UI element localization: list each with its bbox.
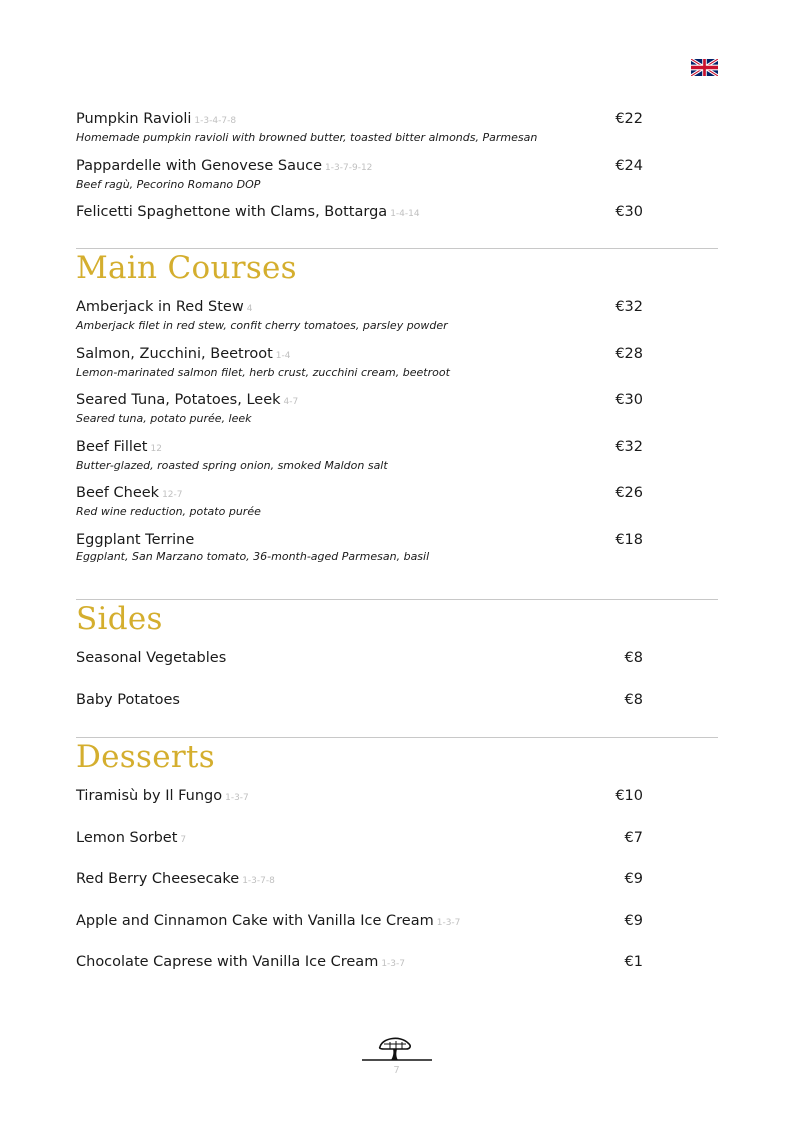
item-name — [76, 345, 643, 365]
item-description: Homemade pumpkin ravioli with browned butter, toasted bitter almonds, Parmesan — [76, 131, 538, 144]
item-allergens: 1-3-4-7-8 — [194, 116, 237, 126]
section-desserts — [76, 787, 718, 995]
item-name-text: Beef Fillet — [76, 438, 148, 455]
section-heading-desserts: Desserts — [76, 739, 215, 775]
item-name-text: Apple and Cinnamon Cake with Vanilla Ice Cream — [76, 912, 434, 929]
item-price: €30 — [615, 392, 643, 408]
uk-flag-icon[interactable] — [691, 59, 718, 76]
item-price: €32 — [615, 299, 643, 315]
item-price: €1 — [624, 954, 643, 970]
menu-item — [76, 912, 643, 954]
menu-item — [76, 691, 643, 733]
item-name — [76, 484, 643, 504]
menu-item — [76, 203, 643, 245]
item-allergens: 4-7 — [283, 397, 299, 407]
item-price: €30 — [615, 204, 643, 220]
item-price: €9 — [624, 912, 643, 929]
item-price: €26 — [615, 485, 643, 501]
item-name-text: Amberjack in Red Stew — [76, 299, 244, 315]
menu-item — [76, 829, 643, 871]
item-description: Seared tuna, potato purée, leek — [76, 412, 252, 425]
item-allergens: 1-4-14 — [390, 209, 420, 219]
section-heading-main-courses: Main Courses — [76, 250, 297, 286]
item-description: Butter-glazed, roasted spring onion, smoked Maldon salt — [76, 458, 388, 472]
item-allergens: 1-3-7-9-12 — [325, 162, 373, 173]
item-name-text: Tiramisù by Il Fungo — [76, 788, 223, 804]
item-allergens: 4 — [246, 304, 253, 314]
page-number: 7 — [393, 1065, 400, 1076]
item-allergens: 12 — [150, 443, 162, 454]
menu-item — [76, 391, 643, 438]
item-name-text: Red Berry Cheesecake — [76, 871, 240, 887]
menu-item — [76, 298, 643, 345]
item-name-text: Salmon, Zucchini, Beetroot — [76, 345, 273, 362]
item-name — [76, 391, 643, 411]
item-name-text: Pappardelle with Genovese Sauce — [76, 157, 323, 174]
item-name — [76, 110, 643, 130]
item-name-text: Seared Tuna, Potatoes, Leek — [76, 392, 281, 408]
item-name — [76, 829, 643, 849]
item-name-text: Pumpkin Ravioli — [76, 111, 192, 127]
item-description: Eggplant, San Marzano tomato, 36-month-aged Parmesan, basil — [76, 549, 430, 563]
menu-item — [76, 438, 643, 485]
item-name-text: Baby Potatoes — [76, 691, 180, 708]
item-name — [76, 953, 643, 973]
divider — [76, 599, 718, 600]
item-name-text: Seasonal Vegetables — [76, 650, 227, 666]
section-main-courses — [76, 298, 718, 577]
item-allergens: 1-4 — [275, 350, 291, 361]
item-allergens: 12-7 — [162, 490, 183, 500]
section-pasta — [76, 110, 718, 245]
menu-item — [76, 787, 643, 829]
item-description: Beef ragù, Pecorino Romano DOP — [76, 177, 261, 191]
menu-item — [76, 345, 643, 392]
item-price: €22 — [615, 111, 643, 127]
item-price: €7 — [624, 829, 643, 846]
section-heading-sides: Sides — [76, 601, 163, 637]
menu-item — [76, 157, 643, 204]
item-name — [76, 870, 643, 890]
item-name-text: Eggplant Terrine — [76, 531, 195, 548]
item-price: €8 — [624, 650, 643, 666]
item-name — [76, 438, 643, 458]
item-name — [76, 787, 643, 807]
item-description: Amberjack filet in red stew, confit cherry tomatoes, parsley powder — [76, 319, 448, 332]
item-name — [76, 531, 643, 549]
menu-item — [76, 649, 643, 691]
item-name-text: Felicetti Spaghettone with Clams, Bottarga — [76, 204, 388, 220]
item-name — [76, 203, 643, 223]
item-description: Lemon-marinated salmon filet, herb crust, zucchini cream, beetroot — [76, 365, 450, 379]
item-allergens: 1-3-7 — [225, 793, 249, 803]
menu-item — [76, 531, 643, 578]
item-description: Red wine reduction, potato purée — [76, 505, 261, 518]
item-allergens: 1-3-7-8 — [242, 876, 275, 886]
divider — [76, 737, 718, 738]
item-name — [76, 912, 643, 932]
menu-item — [76, 870, 643, 912]
item-price: €9 — [624, 871, 643, 887]
item-price: €24 — [615, 157, 643, 174]
menu-item — [76, 953, 643, 995]
item-name — [76, 691, 643, 709]
item-price: €10 — [615, 788, 643, 804]
menu-item — [76, 484, 643, 531]
item-name-text: Beef Cheek — [76, 485, 160, 501]
item-price: €32 — [615, 438, 643, 455]
section-sides — [76, 649, 718, 732]
item-name-text: Lemon Sorbet — [76, 829, 178, 846]
item-allergens: 7 — [180, 834, 187, 845]
menu-item — [76, 110, 643, 157]
item-name — [76, 298, 643, 318]
item-name — [76, 649, 643, 667]
divider — [76, 248, 718, 249]
restaurant-logo-mushroom-icon — [360, 1033, 434, 1063]
item-name — [76, 157, 643, 177]
item-price: €8 — [624, 691, 643, 708]
item-allergens: 1-3-7 — [436, 917, 461, 928]
item-price: €28 — [615, 345, 643, 362]
item-price: €18 — [615, 531, 643, 548]
item-name-text: Chocolate Caprese with Vanilla Ice Cream — [76, 954, 379, 970]
item-allergens: 1-3-7 — [381, 959, 406, 969]
